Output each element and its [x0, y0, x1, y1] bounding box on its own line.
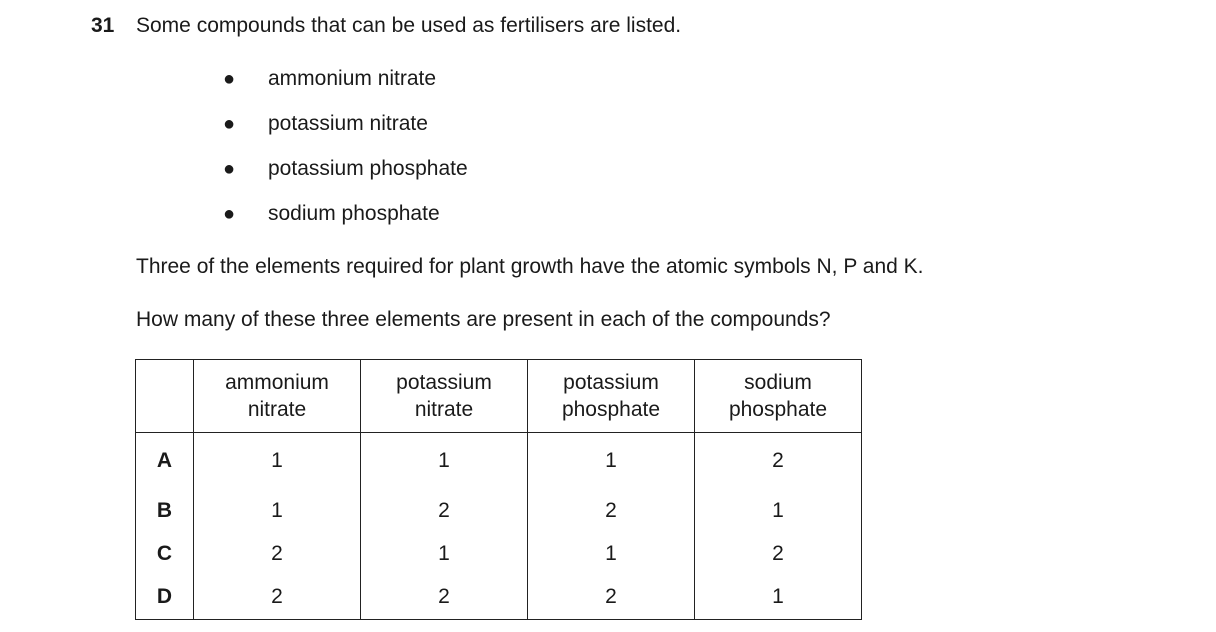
table-cell: 1: [194, 433, 361, 490]
header-cell: [194, 360, 361, 433]
header-cell: [361, 360, 528, 433]
table-row: [136, 433, 862, 490]
table-row: [136, 532, 862, 575]
table-cell: 1: [695, 489, 862, 532]
header-line: phosphate: [561, 398, 661, 421]
table-header-row: [136, 360, 862, 433]
option-letter: D: [136, 575, 194, 620]
list-item: [220, 201, 468, 246]
compound-list: [220, 66, 468, 246]
bullet-icon: ●: [223, 113, 236, 135]
header-line: nitrate: [247, 398, 307, 421]
answer-table: [135, 359, 862, 620]
table-cell: 2: [528, 489, 695, 532]
bullet-icon: ●: [223, 68, 236, 90]
table-cell: 1: [528, 433, 695, 490]
header-line: potassium: [563, 371, 659, 394]
compound-name: ammonium nitrate: [268, 67, 437, 90]
table-cell: 1: [361, 532, 528, 575]
table-cell: 1: [528, 532, 695, 575]
header-line: sodium: [744, 371, 812, 394]
table-cell: 2: [194, 532, 361, 575]
header-line: ammonium: [225, 371, 329, 394]
header-line: phosphate: [728, 398, 828, 421]
header-blank-cell: [136, 360, 194, 433]
table-cell: 2: [695, 433, 862, 490]
list-item: [220, 66, 468, 111]
header-cell: [695, 360, 862, 433]
table-row: [136, 575, 862, 620]
table-cell: 2: [194, 575, 361, 620]
header-cell: [528, 360, 695, 433]
table-cell: 1: [194, 489, 361, 532]
list-item: [220, 111, 468, 156]
bullet-icon: ●: [223, 203, 236, 225]
table-cell: 2: [361, 489, 528, 532]
compound-name: potassium phosphate: [268, 157, 468, 180]
option-letter: B: [136, 489, 194, 532]
question-number: 31: [91, 14, 115, 37]
header-line: potassium: [396, 371, 492, 394]
question-text: Some compounds that can be used as fertilisers are listed.: [136, 14, 682, 37]
table-cell: 2: [695, 532, 862, 575]
elements-paragraph: Three of the elements required for plant growth have the atomic symbols N, P and K.: [136, 255, 924, 278]
compound-name: sodium phosphate: [268, 202, 440, 225]
table-row: [136, 489, 862, 532]
table-cell: 1: [695, 575, 862, 620]
compound-name: potassium nitrate: [268, 112, 428, 135]
bullet-icon: ●: [223, 158, 236, 180]
table-cell: 2: [361, 575, 528, 620]
table-cell: 1: [361, 433, 528, 490]
table-cell: 2: [528, 575, 695, 620]
header-line: nitrate: [414, 398, 474, 421]
option-letter: C: [136, 532, 194, 575]
question-prompt: How many of these three elements are present in each of the compounds?: [136, 308, 831, 331]
list-item: [220, 156, 468, 201]
option-letter: A: [136, 433, 194, 490]
